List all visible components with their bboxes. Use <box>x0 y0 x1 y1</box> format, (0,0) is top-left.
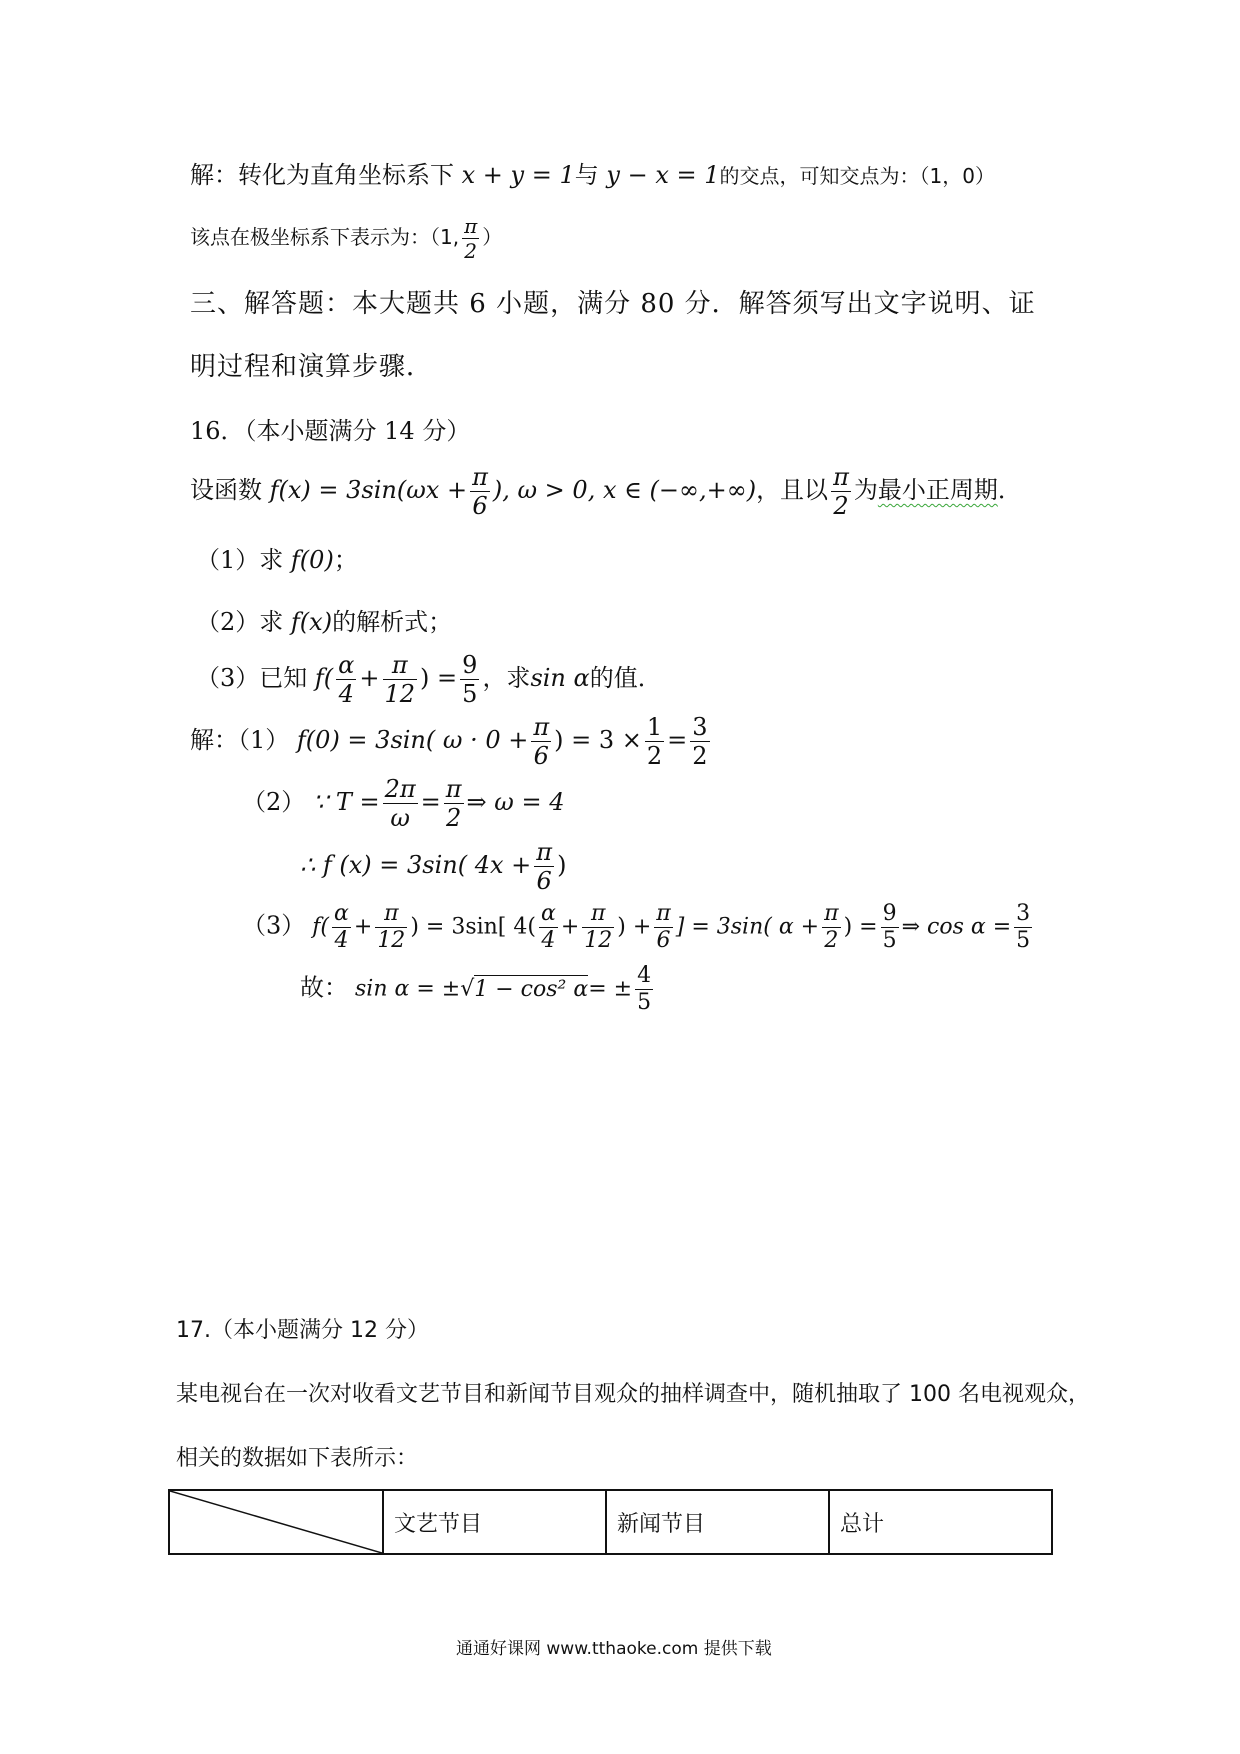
solution-part-2-result <box>300 840 566 893</box>
fraction <box>654 903 672 952</box>
denominator: 6 <box>536 867 552 895</box>
footer: 通通好课网 www.tthaoke.com 提供下载 <box>456 1639 772 1659</box>
text: ，且以 <box>756 476 829 504</box>
denominator: 6 <box>472 492 488 520</box>
operator: + <box>359 664 380 692</box>
numerator: α <box>338 651 355 679</box>
fraction <box>462 216 479 261</box>
math-expr: ) = 3sin[ 4( <box>410 914 536 940</box>
text: 与 <box>574 161 599 189</box>
numerator: α <box>540 901 556 926</box>
diagonal-line <box>170 1491 382 1553</box>
fraction <box>582 903 614 952</box>
numerator: π <box>375 903 407 928</box>
text: ，求 <box>482 664 531 692</box>
fraction <box>690 715 709 768</box>
text: （3）已知 <box>196 664 308 692</box>
math-expr: f(x) <box>290 608 333 636</box>
math-expr: ) = 3 × <box>554 726 642 754</box>
function-expr: f(x) = 3sin(ωx + <box>269 476 468 504</box>
numerator: α <box>334 901 349 926</box>
operator: = <box>667 726 688 754</box>
denominator: 4 <box>338 680 354 708</box>
operator: + <box>560 914 580 940</box>
table-corner-cell <box>169 1490 383 1554</box>
math-expr: sin α <box>530 664 590 692</box>
math-expr: ⇒ cos α = <box>901 914 1012 940</box>
math-expr: ) = <box>843 914 878 940</box>
math-expr: ] = 3sin( α + <box>675 914 820 940</box>
fraction <box>645 715 664 768</box>
table-header-cell: 总计 <box>829 1490 1052 1554</box>
math-expr: f(0) <box>290 546 334 574</box>
fraction <box>881 903 899 952</box>
operator: + <box>353 914 373 940</box>
math-expr: ) + <box>617 914 652 940</box>
table-header-row <box>169 1490 1052 1554</box>
math-expr: ∵ T = <box>312 788 380 816</box>
denominator: 2 <box>833 492 849 520</box>
text: （2） <box>242 788 306 816</box>
fraction <box>383 653 418 706</box>
section-heading-line-1: 三、解答题：本大题共 6 小题，满分 80 分．解答须写出文字说明、证 <box>190 289 1036 319</box>
denominator: 6 <box>656 928 671 953</box>
numerator: 2π <box>384 775 416 803</box>
fraction <box>531 715 551 768</box>
text: 的解析式； <box>332 608 453 636</box>
fraction <box>460 653 479 706</box>
fraction <box>336 653 356 706</box>
math-expr: f( <box>312 914 330 940</box>
denominator: 12 <box>384 680 416 708</box>
math-expr: f( <box>314 664 334 692</box>
question-16-part-3 <box>196 653 662 706</box>
text: ． <box>997 476 1022 504</box>
text: （1）求 <box>196 546 284 574</box>
math-expr: ∴ f (x) = 3sin( 4x + <box>300 851 532 879</box>
solution-part-2 <box>242 777 564 830</box>
numerator: 3 <box>1016 901 1031 926</box>
equation: x + y = 1 <box>461 161 575 189</box>
denominator: ω <box>390 804 410 832</box>
text: 设函数 <box>190 476 262 504</box>
fraction <box>822 903 840 952</box>
fraction <box>375 903 407 952</box>
math-expr: = ± <box>588 976 633 1002</box>
text: 故： <box>300 973 348 1002</box>
text: （2）求 <box>196 608 284 636</box>
solution-part-1 <box>190 715 713 768</box>
fraction <box>1014 903 1032 952</box>
solution-line-2 <box>190 216 502 261</box>
denominator: 5 <box>1016 928 1031 953</box>
question-16-heading: 16．（本小题满分 14 分） <box>190 417 471 445</box>
math-expr: sin α = ± <box>355 976 461 1002</box>
operator: = <box>420 788 441 816</box>
denominator: 4 <box>541 928 556 953</box>
sqrt-sign: √ <box>460 976 475 1002</box>
operator: ) <box>557 851 567 879</box>
equation: y − x = 1 <box>606 161 720 189</box>
denominator: 6 <box>533 742 549 770</box>
denominator: 5 <box>637 990 652 1015</box>
fraction <box>534 840 554 893</box>
table-header-cell: 文艺节目 <box>383 1490 606 1554</box>
text: 该点在极坐标系下表示为：（1, <box>190 225 460 249</box>
question-17-line-2: 相关的数据如下表所示： <box>176 1446 419 1471</box>
fraction <box>831 465 851 518</box>
question-16-part-2 <box>196 602 452 637</box>
numerator: π <box>472 463 488 491</box>
numerator: π <box>536 838 553 866</box>
text: 的交点，可知交点为：（1，0） <box>719 164 995 188</box>
fraction <box>332 903 351 952</box>
sqrt-radicand: 1 − cos² α <box>474 976 589 1002</box>
math-expr: f(0) = 3sin( ω · 0 + <box>296 726 529 754</box>
table-header-cell: 新闻节目 <box>606 1490 829 1554</box>
solution-label: 解： <box>190 161 238 189</box>
solution-part-3-result <box>300 965 656 1014</box>
fraction <box>383 777 418 830</box>
fraction <box>444 777 464 830</box>
numerator: π <box>582 903 614 928</box>
numerator: π <box>383 653 418 680</box>
text: 为 <box>853 476 878 504</box>
numerator: 9 <box>882 901 897 926</box>
text: 的值． <box>589 664 662 692</box>
numerator: 1 <box>646 713 663 741</box>
function-expr: ), ω > 0, x ∈ (−∞,+∞) <box>492 476 757 504</box>
denominator: 5 <box>882 928 897 953</box>
math-expr: ⇒ ω = 4 <box>466 788 565 816</box>
numerator: 3 <box>692 713 708 741</box>
question-16-part-1 <box>196 540 358 575</box>
text: 转化为直角坐标系下 <box>238 161 454 189</box>
numerator: π <box>533 713 550 741</box>
denominator: 2 <box>692 742 708 770</box>
fraction <box>539 903 558 952</box>
operator: ) = <box>420 664 458 692</box>
solution-part-3 <box>242 903 1035 952</box>
fraction <box>635 965 653 1014</box>
question-17-heading: 17.（本小题满分 12 分） <box>176 1318 429 1343</box>
section-heading-line-2: 明过程和演算步骤． <box>190 352 434 382</box>
text: ； <box>333 546 358 574</box>
numerator: π <box>824 901 839 926</box>
denominator: 2 <box>646 742 663 770</box>
numerator: π <box>464 214 478 238</box>
denominator: 2 <box>445 804 462 832</box>
denominator: 4 <box>334 928 349 953</box>
numerator: 9 <box>462 651 478 679</box>
denominator: 12 <box>584 928 613 953</box>
question-16-intro <box>190 465 1022 518</box>
underlined-text: 最小正周期 <box>877 476 998 504</box>
denominator: 5 <box>462 680 478 708</box>
text: 解：（1） <box>190 726 290 754</box>
question-17-line-1: 某电视台在一次对收看文艺节目和新闻节目观众的抽样调查中，随机抽取了 100 名电视观众， <box>176 1382 1090 1407</box>
numerator: π <box>656 901 671 926</box>
fraction <box>470 465 490 518</box>
text: ） <box>482 225 503 249</box>
solution-line-1 <box>190 155 995 190</box>
numerator: π <box>833 463 849 491</box>
text: （3） <box>242 911 306 940</box>
numerator: 4 <box>637 963 652 988</box>
denominator: 12 <box>377 928 406 953</box>
denominator: 2 <box>464 239 478 263</box>
numerator: π <box>445 775 462 803</box>
denominator: 2 <box>824 928 839 953</box>
data-table <box>168 1489 1053 1555</box>
